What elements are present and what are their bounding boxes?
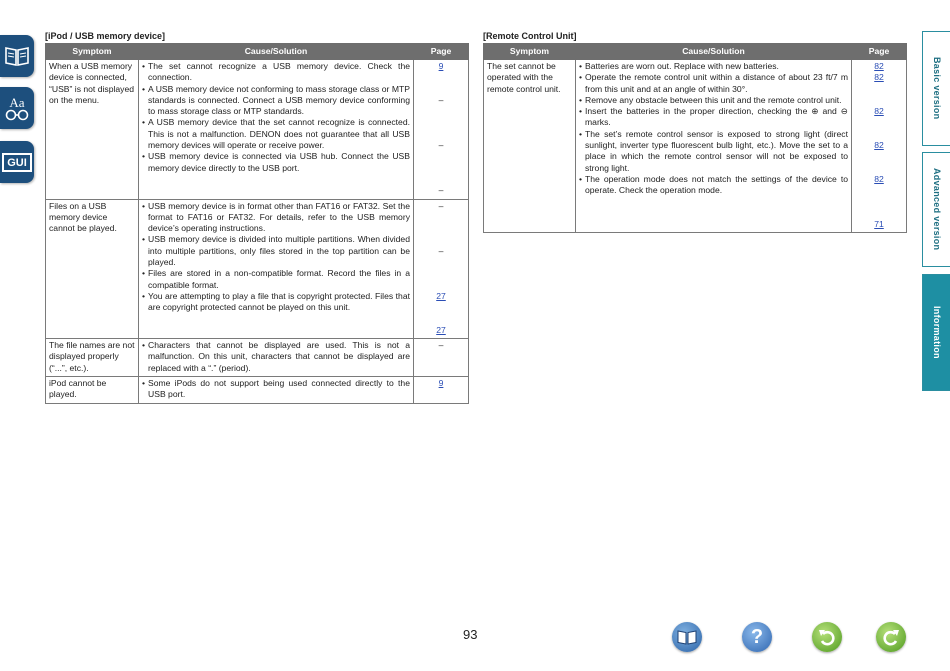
cause-item: • The set cannot recognize a USB memory device. Check the connection. (142, 61, 410, 84)
cause-item: • Characters that cannot be displayed are used. This is not a malfunction. On this unit, characters that cannot be displayed are replaced with a “.” (period). (142, 340, 410, 374)
cause-item: • Files are stored in a non-compatible format. Record the files in a compatible format. (142, 268, 410, 291)
cause-item: • Operate the remote control unit within a distance of about 23 ft/7 m from this unit and at an angle of within 30°. (579, 72, 848, 95)
page-header: Page (414, 44, 469, 60)
cause-item: • Some iPods do not support being used connected directly to the USB port. (142, 378, 410, 401)
page-ref: – (438, 200, 444, 211)
symptom-cell: The set cannot be operated with the remote control unit. (484, 60, 576, 233)
cause-item: • USB memory device is in format other than FAT16 or FAT32. Set the format to FAT16 or FAT32. For details, refer to the USB memory device’s operating instructions. (142, 201, 410, 235)
back-button[interactable] (812, 622, 842, 652)
table-header-row (46, 44, 469, 60)
open-book-icon (3, 44, 31, 68)
book-icon (676, 628, 698, 646)
page-ref: – (438, 185, 444, 196)
gui-screen-icon (2, 153, 32, 172)
table-row (46, 60, 469, 200)
remote-trouble-table (483, 43, 907, 233)
glasses-icon (4, 109, 30, 121)
cause-cell (139, 60, 414, 200)
remote-section-title: [Remote Control Unit] (483, 31, 577, 41)
cause-item: • A USB memory device that the set cannot recognize is connected. This is not a malfunction. DENON does not guarantee that all USB memory devices will operate or receive power. (142, 117, 410, 151)
cause-item: • Remove any obstacle between this unit and the remote control unit. (579, 95, 848, 106)
page-link[interactable]: 82 (874, 106, 884, 117)
page-ref: – (438, 140, 444, 151)
tab-basic-version[interactable] (922, 31, 950, 146)
glossary-icon-label: Aa (9, 94, 25, 110)
contents-button[interactable] (672, 622, 702, 652)
tab-label: Advanced version (932, 168, 942, 251)
table-row (46, 339, 469, 377)
symptom-header: Symptom (46, 44, 139, 60)
page-link[interactable]: 82 (874, 140, 884, 151)
symptom-cell: Files on a USB memory device cannot be played. (46, 199, 139, 339)
redo-arrow-icon (881, 627, 901, 647)
cause-cell (139, 377, 414, 404)
cause-cell (139, 199, 414, 339)
gui-icon-label: GUI (7, 156, 27, 169)
undo-arrow-icon (817, 627, 837, 647)
page-cell (852, 60, 907, 233)
symptom-cell: The file names are not displayed properly (“...”, etc.). (46, 339, 139, 377)
cause-item: • You are attempting to play a file that is copyright protected. Files that are copyright protected cannot be played on this unit. (142, 291, 410, 314)
ipod-usb-trouble-table (45, 43, 469, 404)
page-link[interactable]: 9 (438, 378, 444, 389)
page-number: 93 (463, 627, 478, 642)
forward-button[interactable] (876, 622, 906, 652)
page-cell (414, 60, 469, 200)
tab-information[interactable] (922, 274, 950, 391)
page-ref: – (438, 340, 444, 351)
cause-cell (139, 339, 414, 377)
page-link[interactable]: 82 (874, 61, 884, 71)
page-link[interactable]: 82 (874, 72, 884, 83)
page-cell (414, 339, 469, 377)
cause-item: • USB memory device is divided into multiple partitions. When divided into multiple partitions, only files stored in the top partition can be played. (142, 234, 410, 268)
tab-label: Information (932, 306, 942, 359)
cause-header: Cause/Solution (139, 44, 414, 60)
cause-header: Cause/Solution (576, 44, 852, 60)
manual-book-icon[interactable] (0, 35, 34, 77)
cause-item: • Batteries are worn out. Replace with new batteries. (579, 61, 848, 72)
table-row (46, 377, 469, 404)
tab-label: Basic version (932, 57, 942, 120)
cause-item: • USB memory device is connected via USB hub. Connect the USB memory device directly to the USB port. (142, 151, 410, 174)
page-ref: – (438, 94, 444, 105)
cause-item: • The operation mode does not match the settings of the device to operate. Check the operation mode. (579, 174, 848, 197)
ipod-usb-section-title: [iPod / USB memory device] (45, 31, 166, 41)
cause-cell (576, 60, 852, 233)
page-link[interactable]: 9 (438, 61, 444, 71)
page-link[interactable]: 71 (874, 219, 884, 230)
page-link[interactable]: 27 (436, 290, 446, 301)
page-cell (414, 199, 469, 339)
glossary-icon[interactable] (0, 87, 34, 129)
cause-item: • The set’s remote control sensor is exposed to strong light (direct sunlight, inverter type fluorescent bulb light, etc.). Move the set to a place in which the remote control sensor will not be exposed to strong light. (579, 129, 848, 174)
page-link[interactable]: 27 (436, 324, 446, 335)
gui-icon[interactable] (0, 141, 34, 183)
help-button[interactable] (742, 622, 772, 652)
page-link[interactable]: 82 (874, 173, 884, 184)
page-cell (414, 377, 469, 404)
tab-advanced-version[interactable] (922, 152, 950, 267)
table-header-row (484, 44, 907, 60)
cause-item: • Insert the batteries in the proper direction, checking the ⊕ and ⊖ marks. (579, 106, 848, 129)
page-header: Page (852, 44, 907, 60)
symptom-header: Symptom (484, 44, 576, 60)
symptom-cell: iPod cannot be played. (46, 377, 139, 404)
cause-item: • A USB memory device not conforming to mass storage class or MTP standards is connected. Connect a USB memory device conforming to mass storage class or MTP standards. (142, 84, 410, 118)
question-mark-icon: ? (750, 626, 764, 648)
page-ref: – (438, 245, 444, 256)
table-row (46, 199, 469, 339)
symptom-cell: When a USB memory device is connected, “USB” is not displayed on the menu. (46, 60, 139, 200)
table-row (484, 60, 907, 233)
